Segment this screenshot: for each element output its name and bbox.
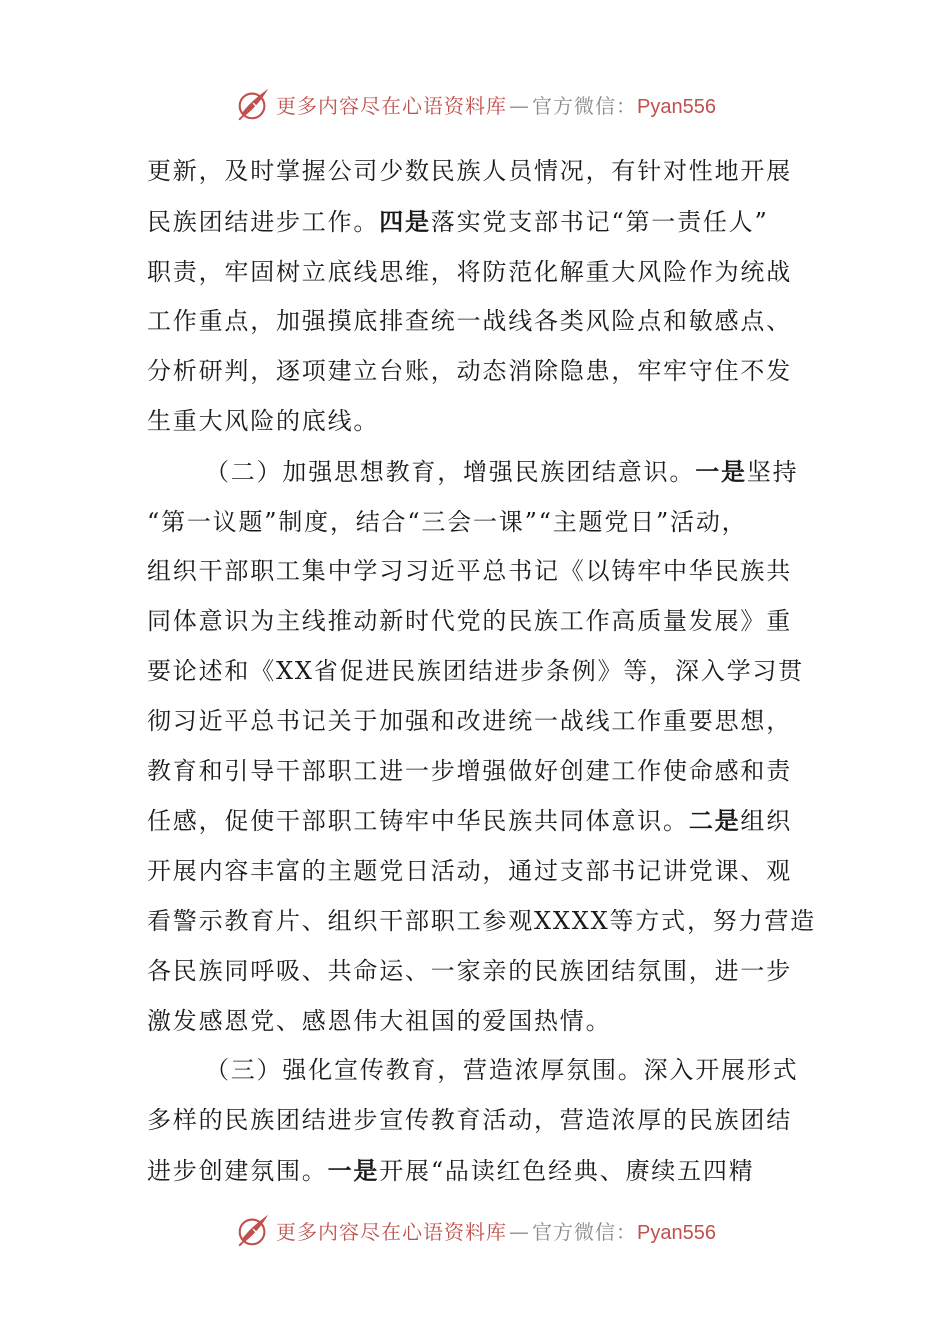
paragraph-2	[147, 447, 816, 1047]
bold-keyword: 一是	[327, 1155, 380, 1185]
header-banner	[0, 82, 950, 126]
text-line: 职责，牢固树立底线思维，将防范化解重大风险作为统战	[147, 257, 792, 286]
document-body	[147, 147, 816, 1197]
banner-contact-label: 官方微信：	[532, 1219, 638, 1244]
bold-keyword: 二是	[688, 806, 741, 836]
paragraph-1	[147, 147, 807, 447]
text-line	[147, 1146, 807, 1197]
text-run: （二）加强思想教育，增强民族团结意识。	[205, 457, 696, 486]
text-line: 看警示教育片、组织干部职工参观XXXX等方式，努力营造	[147, 906, 816, 935]
text-run: 开展“品读红色经典、赓续五四精	[379, 1156, 755, 1185]
bold-keyword: 一是	[695, 456, 747, 486]
text-line: 组织干部职工集中学习习近平总书记《以铸牢中华民族共	[147, 557, 792, 586]
banner-text	[276, 90, 716, 119]
text-line: 教育和引导干部职工进一步增强做好创建工作使命感和责	[147, 756, 792, 785]
footer-banner	[0, 1208, 950, 1252]
text-line: 分析研判，逐项建立台账，动态消除隐患，牢牢守住不发	[147, 357, 792, 386]
text-line: （三）强化宣传教育，营造浓厚氛围。深入开展形式	[205, 1056, 799, 1085]
text-line: 激发感恩党、感恩伟大祖国的爱国热情。	[147, 1006, 612, 1035]
text-line: 开展内容丰富的主题党日活动，通过支部书记讲党课、观	[147, 857, 792, 886]
text-line: 工作重点，加强摸底排查统一战线各类风险点和敏感点、	[147, 307, 792, 336]
quill-pen-logo-icon	[234, 85, 272, 123]
text-run: 任感，促使干部职工铸牢中华民族共同体意识。	[147, 807, 689, 836]
text-run: 民族团结进步工作。	[147, 207, 380, 236]
banner-contact-id: Pyan556	[637, 1221, 716, 1244]
text-run: 进步创建氛围。	[147, 1156, 328, 1185]
text-run: 坚持	[746, 457, 799, 486]
bold-keyword: 四是	[379, 206, 431, 236]
text-line	[147, 447, 807, 498]
paragraph-3	[147, 1046, 807, 1196]
banner-slogan: 更多内容尽在心语资料库	[276, 1219, 508, 1244]
text-run: 组织	[740, 807, 793, 836]
text-line: 各民族同呼吸、共命运、一家亲的民族团结氛围，进一步	[147, 956, 792, 985]
banner-dash: —	[509, 1219, 531, 1244]
banner-text	[276, 1216, 716, 1245]
text-line: “第一议题”制度，结合“三会一课”“主题党日”活动，	[147, 507, 748, 536]
text-line: 彻习近平总书记关于加强和改进统一战线工作重要思想，	[147, 706, 792, 735]
text-run: 落实党支部书记“第一责任人”	[430, 207, 769, 236]
text-line: 要论述和《XX省促进民族团结进步条例》等，深入学习贯	[147, 656, 804, 685]
banner-dash: —	[509, 93, 531, 118]
text-line: 多样的民族团结进步宣传教育活动，营造浓厚的民族团结	[147, 1106, 792, 1135]
text-line	[147, 796, 807, 847]
text-line: 生重大风险的底线。	[147, 406, 380, 435]
banner-contact-id: Pyan556	[637, 95, 716, 118]
banner-contact-label: 官方微信：	[532, 93, 638, 118]
quill-pen-logo-icon	[234, 1211, 272, 1249]
text-line: 更新，及时掌握公司少数民族人员情况，有针对性地开展	[147, 157, 792, 185]
text-line: 同体意识为主线推动新时代党的民族工作高质量发展》重	[147, 607, 792, 636]
text-line	[147, 197, 807, 248]
banner-slogan: 更多内容尽在心语资料库	[276, 93, 508, 118]
